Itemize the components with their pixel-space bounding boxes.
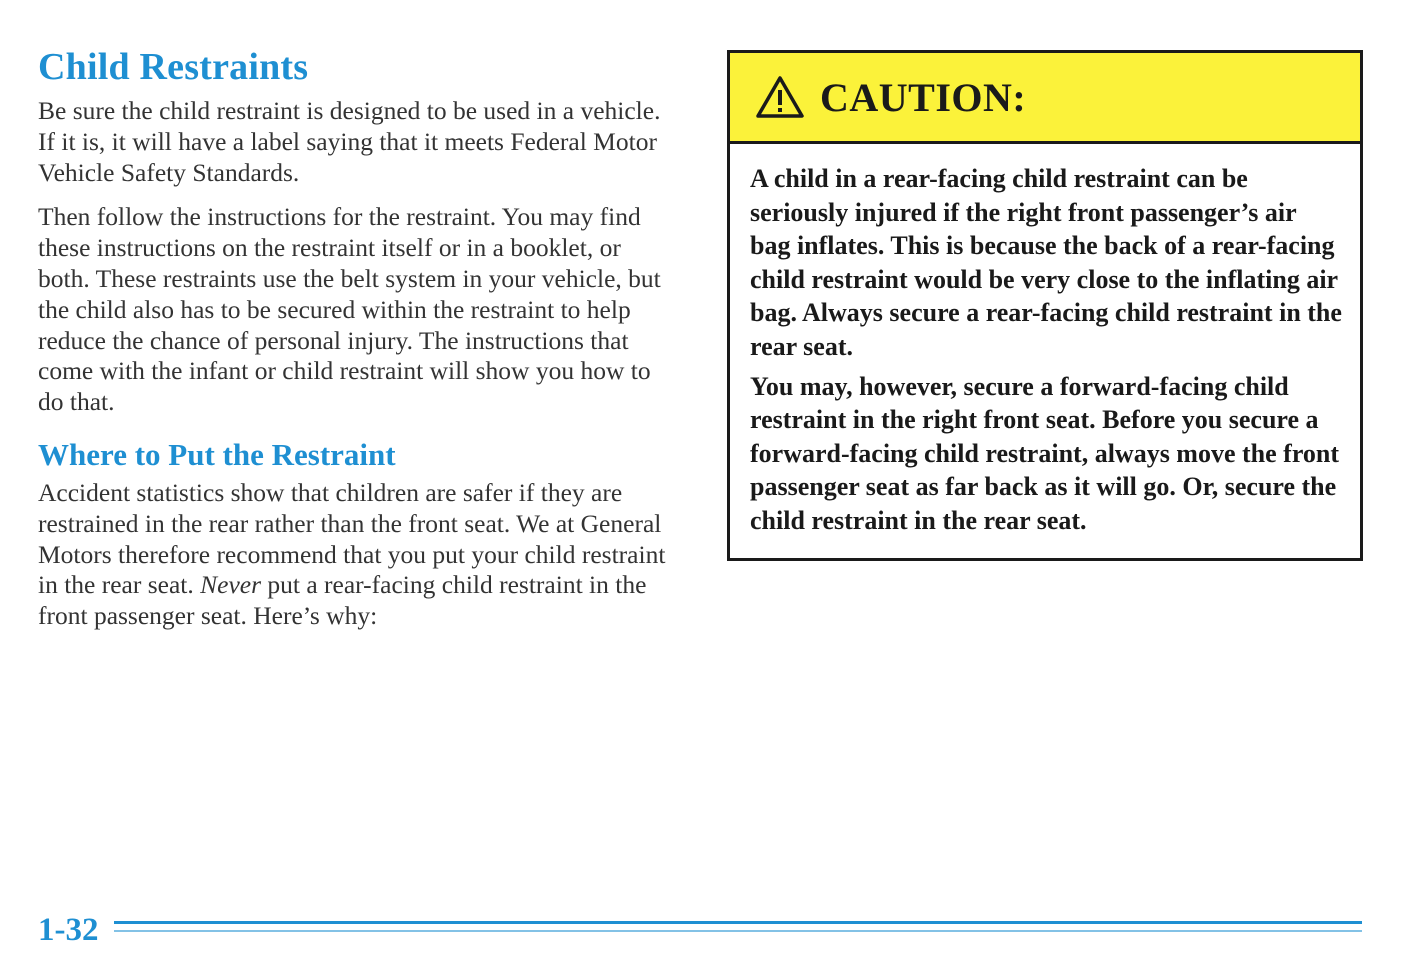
intro-paragraph: Be sure the child restraint is designed to be used in a vehicle. If it is, it will have a label saying that it meets Federal Motor Vehicle Safety Standards. xyxy=(38,96,661,187)
caution-paragraph-1: A child in a rear-facing child restraint can be seriously injured if the right front passenger’s air bag inflates. This is because the back of a rear-facing child restraint would be very close to the inflating air bag. Always secure a rear-facing child restraint in the rear seat. xyxy=(750,164,1342,361)
page-title: Child Restraints xyxy=(38,46,309,88)
footer-rule-secondary xyxy=(114,930,1362,932)
caution-paragraph-2: You may, however, secure a forward-facing child restraint in the right front seat. Before you secure a forward-facing child restraint, always move the front passenger seat as far back as it will go. Or, secure the child restraint in the rear seat. xyxy=(750,371,1340,535)
caution-title: CAUTION: xyxy=(820,74,1027,120)
placement-text-end: put a rear-facing child restraint in the front passenger seat. Here’s why: xyxy=(38,570,647,631)
warning-triangle-icon xyxy=(754,74,806,120)
placement-text-start: Accident statistics show that children are safer if they are restrained in the rear rather than the front seat. We at General Motors therefore recommend that you put your child restraint in the rear seat. xyxy=(38,477,666,600)
caution-body xyxy=(730,144,1360,538)
instructions-paragraph: Then follow the instructions for the restraint. You may find these instructions on the restraint itself or in a booklet, or both. These restraints use the belt system in your vehicle, but the child also has to be secured within the restraint to help reduce the chance of personal injury. The instructions that come with the infant or child restraint will show you how to do that. xyxy=(38,202,661,417)
page-footer xyxy=(38,908,1362,952)
emphasis-never: Never xyxy=(200,570,262,600)
footer-rule xyxy=(114,921,1362,924)
left-column xyxy=(38,44,678,646)
caution-box xyxy=(727,50,1363,561)
caution-header xyxy=(730,53,1360,144)
page-number: 1-32 xyxy=(38,912,99,948)
section-heading: Where to Put the Restraint xyxy=(38,436,396,472)
placement-paragraph xyxy=(38,478,678,632)
